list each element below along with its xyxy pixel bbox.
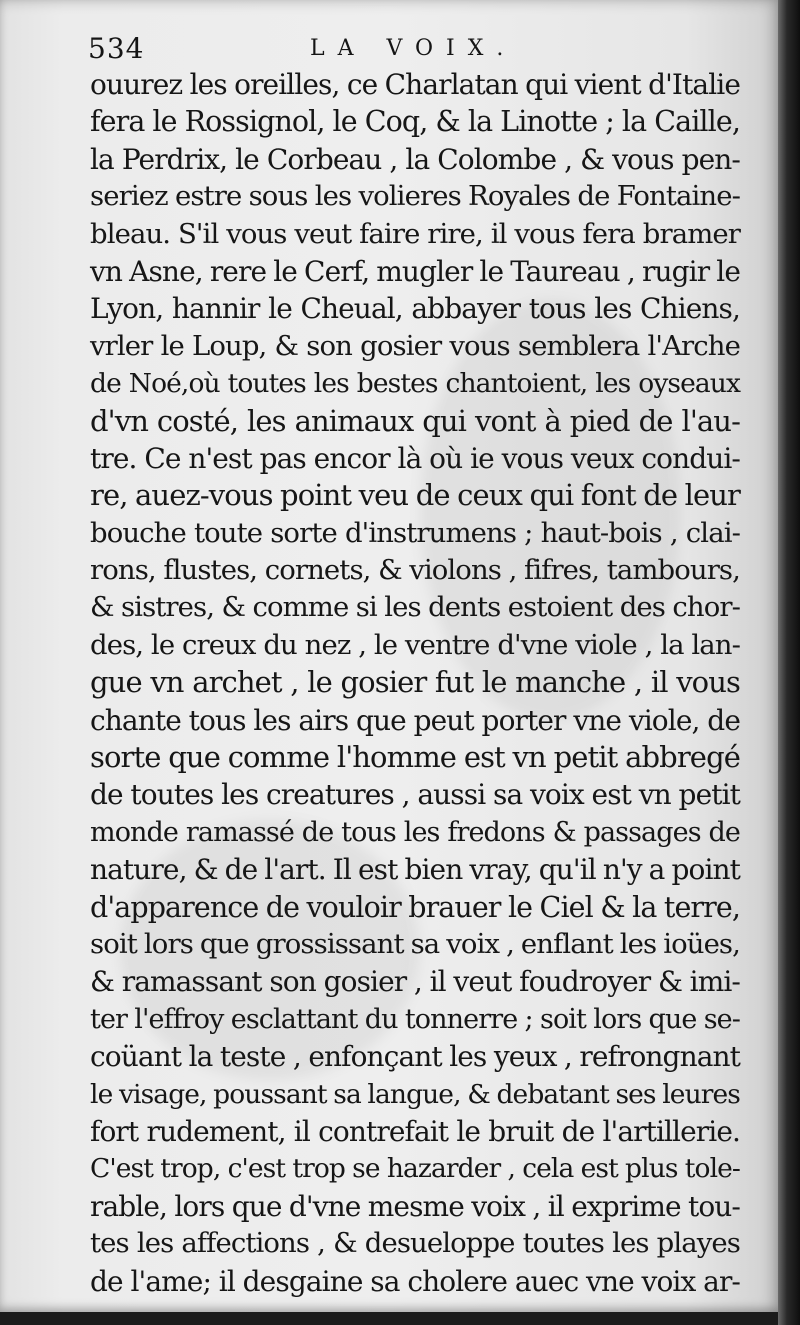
text-line: tre. Ce n'est pas encor là où ie vous veux condui- (90, 441, 740, 475)
page-number: 534 (88, 32, 145, 65)
running-title: LA VOIX. (310, 36, 517, 61)
text-line: & ramassant son gosier , il veut foudroyer & imi- (90, 965, 740, 999)
text-line: sorte que comme l'homme est vn petit abbregé (90, 740, 740, 775)
text-line: chante tous les airs que peut porter vne viole, de (90, 703, 740, 737)
text-line: nature, & de l'art. Il est bien vray, qu'il n'y a point (90, 853, 740, 887)
text-line: d'apparence de vouloir brauer le Ciel & la terre, (90, 890, 740, 924)
text-line: gue vn archet , le gosier fut le manche , il vous (90, 665, 740, 700)
text-line: fort rudement, il contrefait le bruit de l'artillerie. (90, 1114, 740, 1148)
text-line: de Noé,où toutes les bestes chantoient, les oyseaux (90, 368, 740, 400)
text-line: bouche toute sorte d'instrumens ; haut-bois , clai- (90, 516, 740, 549)
text-line: seriez estre sous les volieres Royales de Fontaine- (90, 180, 740, 213)
text-line: soit lors que grossissant sa voix , enflant les ioües, (90, 927, 740, 960)
text-line: rable, lors que d'vne mesme voix , il exprime tou- (90, 1189, 740, 1223)
body-text (90, 66, 740, 1300)
text-line: vn Asne, rere le Cerf, mugler le Taureau , rugir le (90, 254, 740, 288)
scanner-edge (778, 0, 800, 1325)
text-line: de l'ame; il desgaine sa cholere auec vne voix ar- (90, 1264, 740, 1298)
text-line: Lyon, hannir le Cheual, abbayer tous les Chiens, (90, 292, 740, 326)
text-line: fera le Rossignol, le Coq, & la Linotte ; la Caille, (90, 105, 740, 139)
text-line: la Perdrix, le Corbeau , la Colombe , & vous pen- (90, 142, 740, 176)
text-line: le visage, poussant sa langue, & debatant ses leures (90, 1078, 740, 1110)
text-line: d'vn costé, les animaux qui vont à pied de l'au- (90, 403, 740, 438)
text-line: vrler le Loup, & son gosier vous semblera l'Arche (90, 329, 740, 362)
text-line: ter l'effroy esclattant du tonnerre ; soit lors que se- (90, 1003, 740, 1035)
text-line: tes les affections , & desueloppe toutes les playes (90, 1227, 740, 1260)
text-line: de toutes les creatures , aussi sa voix est vn petit (90, 778, 740, 812)
text-line: re, auez-vous point veu de ceux qui font de leur (90, 478, 740, 513)
text-line: C'est trop, c'est trop se hazarder , cela est plus tole- (90, 1153, 740, 1185)
text-line: monde ramassé de tous les fredons & passages de (90, 816, 740, 848)
text-line: & sistres, & comme si les dents estoient des chor- (90, 591, 740, 624)
page-header (88, 28, 748, 68)
text-line: bleau. S'il vous veut faire rire, il vous fera bramer (90, 217, 740, 250)
text-line: ouurez les oreilles, ce Charlatan qui vient d'Italie (90, 68, 740, 101)
text-line: rons, flustes, cornets, & violons , fifres, tambours, (90, 554, 740, 587)
text-line: coüant la teste , enfonçant les yeux , refrongnant (90, 1040, 740, 1074)
text-line: des, le creux du nez , le ventre d'vne viole , la lan- (90, 628, 740, 661)
